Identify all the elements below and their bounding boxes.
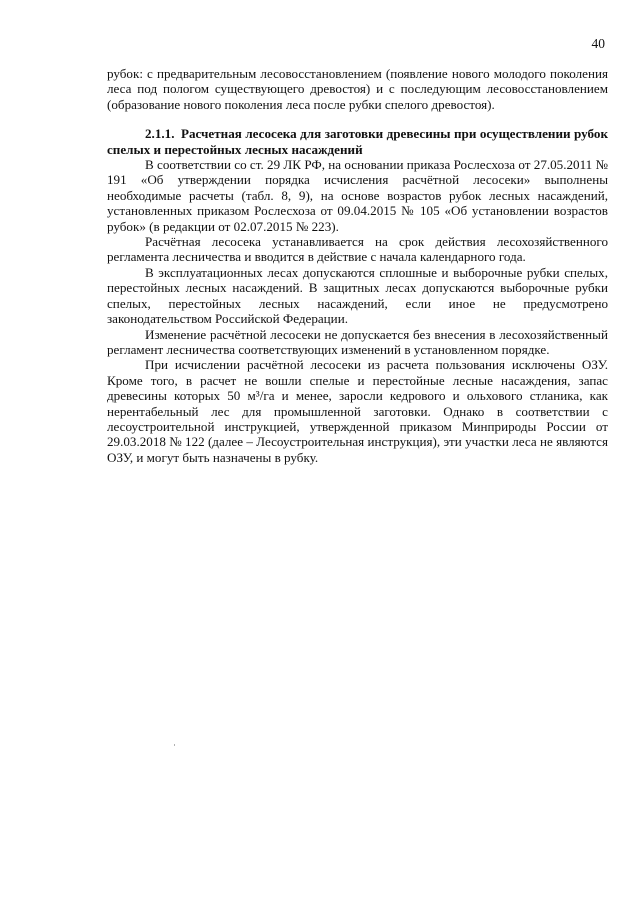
page-body: [107, 66, 608, 465]
paragraph-exclusions: При исчислении расчётной лесосеки из расчета пользования исключены ОЗУ. Кроме того, в расчет не вошли спелые и перестойные лесные насаждения, запас древесины которых 50 м³/га и менее, заросли кедрового и ольхового стланика, как нерентабельный лес для промышленной заготовки. Однако в соответствии с лесоустроительной инструкцией, утвержденной приказом Минприроды России от 29.03.2018 № 122 (далее – Лесоустроительная инструкция), эти участки леса не являются ОЗУ, и могут быть назначены в рубку.: [107, 357, 608, 465]
scan-speck: [174, 744, 175, 746]
paragraph-term: Расчётная лесосека устанавливается на срок действия лесохозяйственного регламента лесничества и вводится в действие с начала календарного года.: [107, 234, 608, 265]
section-heading-text: Расчетная лесосека для заготовки древесины при осуществлении рубок спелых и перестойных лесных насаждений: [107, 126, 608, 157]
paragraph-continuation: рубок: с предварительным лесовосстановлением (появление нового молодого поколения леса под пологом существующего древостоя) и с последующим лесовосстановлением (образование нового поколения леса после рубки спелого древостоя).: [107, 66, 608, 112]
paragraph-changes: Изменение расчётной лесосеки не допускается без внесения в лесохозяйственный регламент лесничества соответствующих изменений в установленном порядке.: [107, 326, 608, 357]
section-heading-number: 2.1.1.: [145, 126, 175, 142]
page-number: 40: [591, 36, 605, 51]
section-heading: [107, 126, 608, 157]
paragraph-legal-basis: В соответствии со ст. 29 ЛК РФ, на основании приказа Рослесхоза от 27.05.2011 № 191 «Об утверждении порядка исчисления расчётной лесосеки» выполнены необходимые расчеты (табл. 8, 9), на основе возрастов рубок лесных насаждений, установленных приказом Рослесхоза от 09.04.2015 № 105 «Об установлении возрастов рубок» (в редакции от 02.07.2015 № 223).: [107, 157, 608, 234]
paragraph-forest-types: В эксплуатационных лесах допускаются сплошные и выборочные рубки спелых, перестойных лесных насаждений. В защитных лесах допускаются выборочные рубки спелых, перестойных лесных насаждений, если иное не предусмотрено законодательством Российской Федерации.: [107, 264, 608, 327]
